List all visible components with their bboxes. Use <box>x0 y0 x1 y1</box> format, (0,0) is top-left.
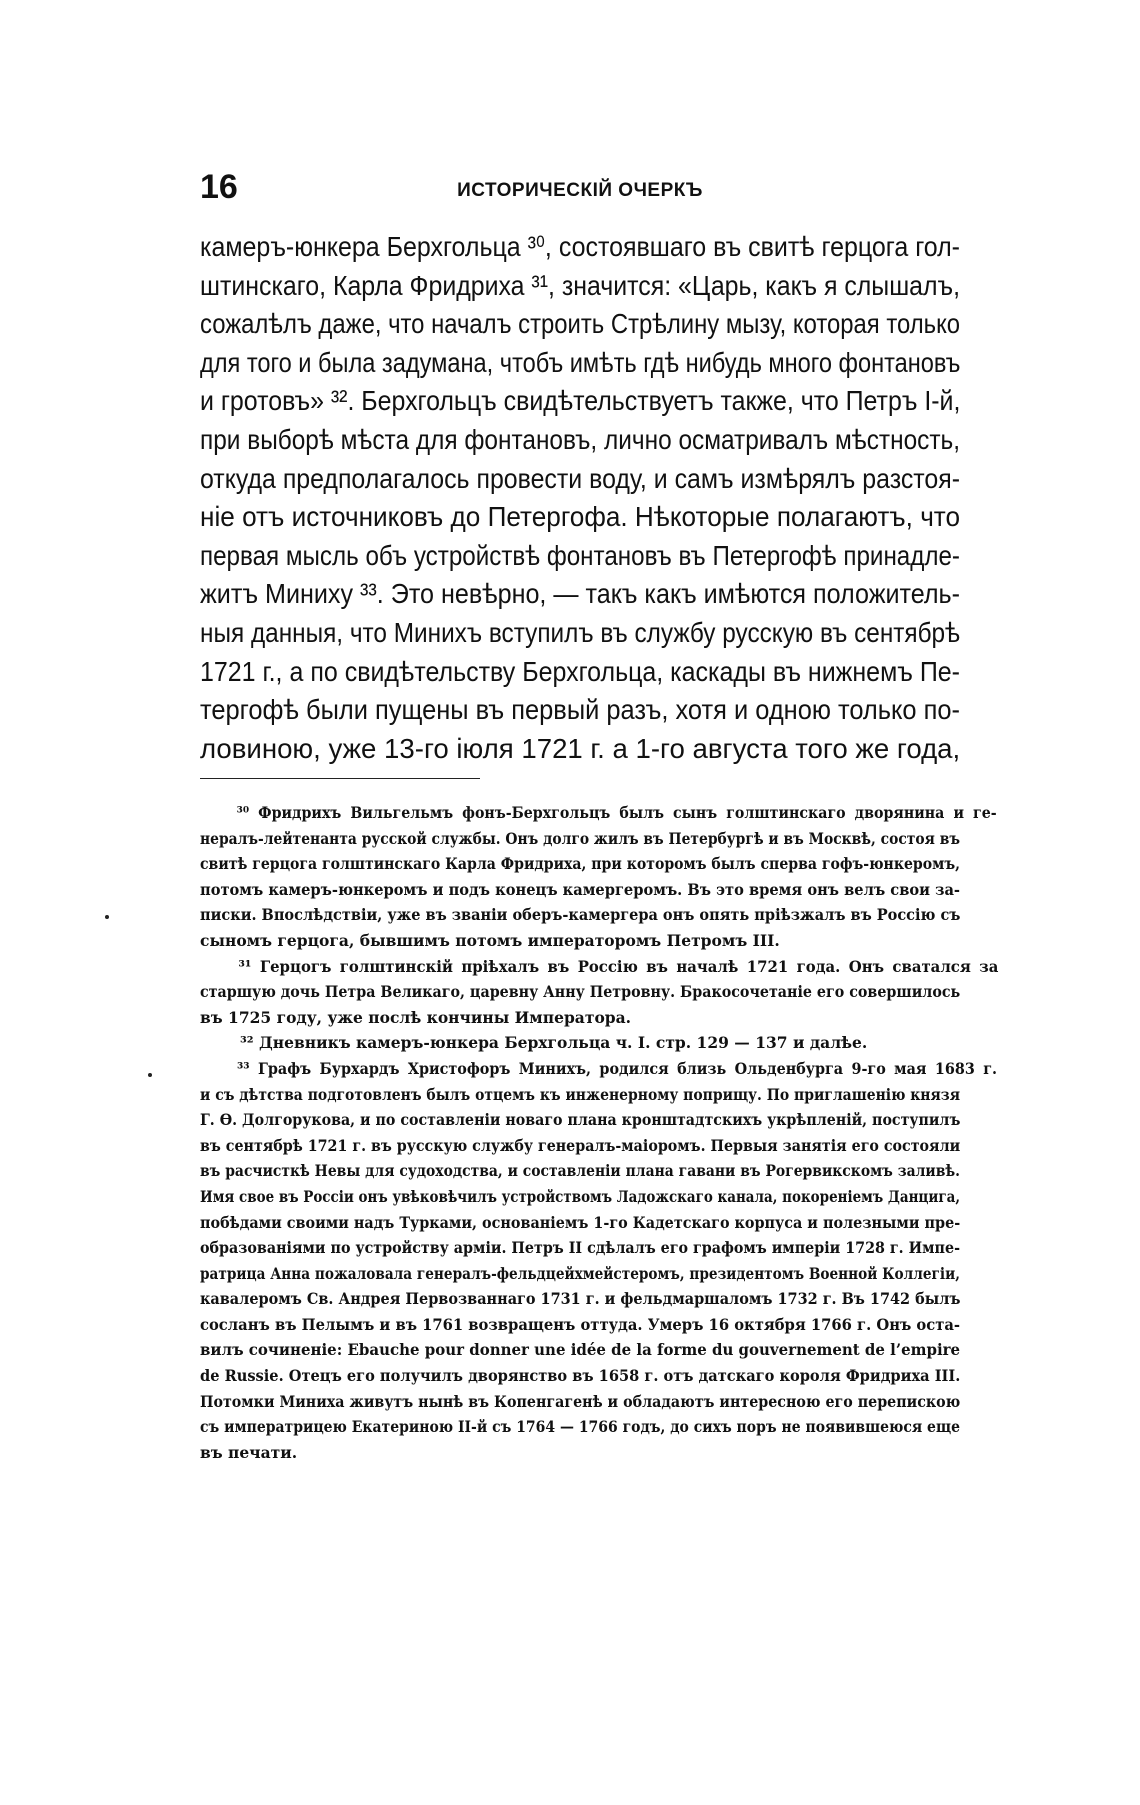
print-speck <box>105 915 109 919</box>
body-line: и гротовъ» ³². Берхгольцъ свидѣтельствуетъ также, что Петръ I-й, <box>200 385 961 417</box>
print-speck <box>148 1073 152 1077</box>
footnote-line: ³³ Графъ Бурхардъ Христофоръ Минихъ, родился близь Ольденбурга 9-го мая 1683 г. <box>237 1058 998 1078</box>
footnote-line: потомъ камеръ-юнкеромъ и подъ конецъ камергеромъ. Въ это время онъ велъ свои за- <box>200 879 961 899</box>
footnote-line: писки. Впослѣдствіи, уже въ званіи оберъ-камергера онъ опять пріѣзжалъ въ Россію съ <box>200 905 961 925</box>
footnote-line: въ печати. <box>200 1442 298 1462</box>
footnote-line: Г. Ѳ. Долгорукова, и по составленіи новаго плана кронштадтскихъ укрѣпленій, поступилъ <box>200 1110 961 1130</box>
footnote-line: ³⁰ Фридрихъ Вильгельмъ фонъ-Берхгольцъ былъ сынъ голштинскаго дворянина и ге- <box>236 803 997 822</box>
footnote-line: въ 1725 году, уже послѣ кончины Императора. <box>200 1007 632 1027</box>
footnote-line: свитѣ герцога голштинскаго Карла Фридриха, при которомъ былъ сперва гофъ-юнкеромъ, <box>200 854 960 874</box>
footnote-line: Потомки Миниха живутъ нынѣ въ Копенгагенѣ и обладаютъ интересною его перепискою <box>200 1391 961 1411</box>
main-text <box>200 228 960 768</box>
footnote-separator <box>200 778 480 779</box>
body-line: ніе отъ источниковъ до Петергофа. Нѣкоторые полагаютъ, что <box>200 501 961 533</box>
footnote-line: кавалеромъ Св. Андрея Первозваннаго 1731 г. и фельдмаршаломъ 1732 г. Въ 1742 былъ <box>200 1289 961 1309</box>
footnote-32 <box>200 1030 960 1056</box>
footnote-line: сосланъ въ Пелымъ и въ 1761 возвращенъ оттуда. Умеръ 16 октября 1766 г. Онъ оста- <box>200 1314 961 1334</box>
footnote-31 <box>200 954 999 1031</box>
body-line: сожалѣлъ даже, что началъ строить Стрѣлину мызу, которая только <box>200 308 961 340</box>
footnote-line: старшую дочь Петра Великаго, царевну Анну Петровну. Бракосочетаніе его совершилось <box>200 982 961 1002</box>
body-line: при выборѣ мѣста для фонтановъ, лично осматривалъ мѣстность, <box>200 423 961 455</box>
footnote-line: de Russie. Отецъ его получилъ дворянство въ 1658 г. отъ датскаго короля Фридриха III. <box>200 1366 961 1386</box>
body-line: откуда предполагалось провести воду, и самъ измѣрялъ разстоя- <box>200 462 961 494</box>
body-line: ловиною, уже 13-го іюля 1721 г. а 1-го августа того же года, <box>200 732 961 764</box>
body-line: житъ Миниху ³³. Это невѣрно, — такъ какъ имѣются положитель- <box>200 578 961 610</box>
body-line: тергофѣ были пущены въ первый разъ, хотя и одною только по- <box>200 694 960 726</box>
footnote-line: Имя свое въ Россіи онъ увѣковѣчилъ устройствомъ Ладожскаго канала, покореніемъ Данцига, <box>200 1186 961 1206</box>
footnote-line: образованіями по устройству арміи. Петръ II сдѣлалъ его графомъ имперіи 1728 г. Импе- <box>200 1238 960 1258</box>
footnote-line: съ императрицею Екатериною II-й съ 1764 — 1766 годъ, до сихъ поръ не появившеюся еще <box>200 1417 960 1437</box>
footnote-line: сыномъ герцога, бывшимъ потомъ императоромъ Петромъ III. <box>200 930 780 950</box>
footnote-line: и съ дѣтства подготовленъ былъ отцемъ къ инженерному поприщу. По приглашенію князя <box>200 1084 960 1104</box>
body-line: первая мысль объ устройствѣ фонтановъ въ Петергофѣ принадле- <box>200 539 960 571</box>
body-line: ныя данныя, что Минихъ вступилъ въ службу русскую въ сентябрѣ <box>200 616 961 648</box>
footnote-line: вилъ сочиненіе: Ebauche pour donner une idée de la forme du gouvernement de l’empire <box>200 1340 960 1360</box>
footnote-30 <box>200 800 997 954</box>
running-head: ИСТОРИЧЕСКІЙ ОЧЕРКЪ <box>457 180 703 201</box>
footnote-line: въ расчисткѣ Невы для судоходства, и составленіи плана гавани въ Рогервикскомъ заливѣ. <box>200 1161 961 1181</box>
body-line: штинскаго, Карла Фридриха ³¹, значится: «Царь, какъ я слышалъ, <box>200 269 961 301</box>
footnote-line: ратрица Анна пожаловала генералъ-фельдцейхмейстеромъ, президентомъ Военной Коллегіи, <box>200 1263 960 1283</box>
page-number: 16 <box>200 168 238 206</box>
page-header <box>200 168 960 220</box>
body-line: 1721 г., а по свидѣтельству Берхгольца, каскады въ нижнемъ Пе- <box>200 655 960 687</box>
footnote-line: ³² Дневникъ камеръ-юнкера Берхгольца ч. I. стр. 129 — 137 и далѣе. <box>240 1033 868 1053</box>
footnotes <box>200 800 999 1465</box>
footnote-line: побѣдами своими надъ Турками, основаніемъ 1-го Кадетскаго корпуса и полезными пре- <box>200 1212 960 1232</box>
footnote-33 <box>200 1056 998 1466</box>
footnote-line: въ сентябрѣ 1721 г. въ русскую службу генералъ-маіоромъ. Первыя занятія его состояли <box>200 1135 961 1155</box>
footnote-line: нералъ-лейтенанта русской службы. Онъ долго жилъ въ Петербургѣ и въ Москвѣ, состоя въ <box>200 828 960 848</box>
body-line: камеръ-юнкера Берхгольца ³⁰, состоявшаго въ свитѣ герцога гол- <box>200 231 960 262</box>
body-line: для того и была задумана, чтобъ имѣть гдѣ нибудь много фонтановъ <box>200 346 961 378</box>
footnote-line: ³¹ Герцогъ голштинскій пріѣхалъ въ Россію въ началѣ 1721 года. Онъ сватался за <box>238 956 999 976</box>
